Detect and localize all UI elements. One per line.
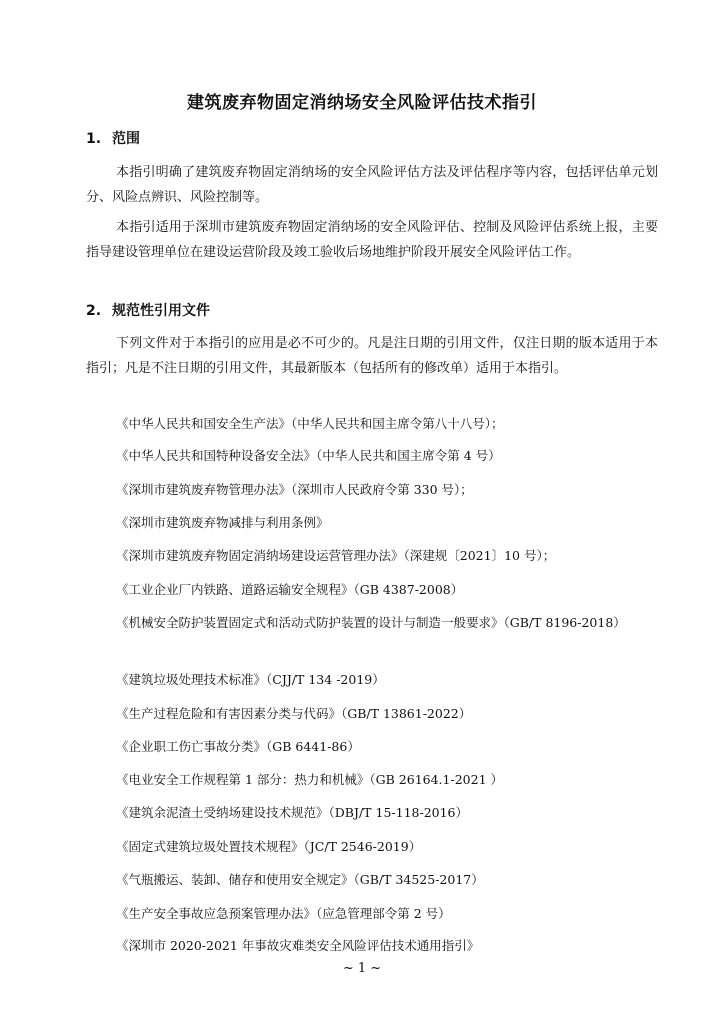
reference-item: 《固定式建筑垃圾处置技术规程》（JC/T 2546-2019） bbox=[116, 839, 422, 854]
reference-item: 《深圳市 2020-2021 年事故灾难类安全风险评估技术通用指引》 bbox=[116, 938, 480, 953]
section-1-heading bbox=[86, 128, 140, 148]
reference-item: 《建筑垃圾处理技术标准》（CJJ/T 134 -2019） bbox=[116, 672, 385, 687]
section-1-paragraph-2: 本指引适用于深圳市建筑废弃物固定消纳场的安全风险评估、控制及风险评估系统上报，主要指导建设管理单位在建设运营阶段及竣工验收后场地维护阶段开展安全风险评估工作。 bbox=[86, 220, 658, 260]
reference-item: 《建筑余泥渣土受纳场建设技术规范》（DBJ/T 15-118-2016） bbox=[116, 805, 469, 820]
reference-item: 《深圳市建筑废弃物减排与利用条例》 bbox=[116, 515, 329, 530]
document-title: 建筑废弃物固定消纳场安全风险评估技术指引 bbox=[187, 93, 537, 113]
reference-item: 《深圳市建筑废弃物管理办法》（深圳市人民政府令第 330 号）； bbox=[116, 482, 473, 497]
section-2-number: 2. bbox=[86, 303, 102, 319]
reference-item: 《气瓶搬运、装卸、储存和使用安全规定》（GB/T 34525-2017） bbox=[116, 872, 484, 887]
section-2-title: 规范性引用文件 bbox=[112, 303, 210, 319]
section-1-title: 范围 bbox=[112, 131, 140, 147]
reference-item: 《机械安全防护装置固定式和活动式防护装置的设计与制造一般要求》（GB/T 8196-2018） bbox=[116, 615, 626, 630]
reference-item: 《中华人民共和国特种设备安全法》（中华人民共和国主席令第 4 号） bbox=[116, 448, 501, 463]
reference-item: 《生产安全事故应急预案管理办法》（应急管理部令第 2 号） bbox=[116, 906, 451, 921]
section-1-paragraph-1: 本指引明确了建筑废弃物固定消纳场的安全风险评估方法及评估程序等内容，包括评估单元划分、风险点辨识、风险控制等。 bbox=[86, 165, 658, 205]
page-number: ~ 1 ~ bbox=[342, 961, 382, 976]
section-2-paragraph-1: 下列文件对于本指引的应用是必不可少的。凡是注日期的引用文件，仅注日期的版本适用于本指引；凡是不注日期的引用文件，其最新版本（包括所有的修改单）适用于本指引。 bbox=[86, 336, 658, 376]
reference-item: 《企业职工伤亡事故分类》（GB 6441-86） bbox=[116, 739, 360, 754]
reference-item: 《工业企业厂内铁路、道路运输安全规程》（GB 4387-2008） bbox=[116, 582, 464, 597]
section-1-number: 1. bbox=[86, 131, 102, 147]
section-2-heading bbox=[86, 300, 210, 320]
reference-item: 《中华人民共和国安全生产法》（中华人民共和国主席令第八十八号）； bbox=[116, 416, 504, 431]
reference-item: 《生产过程危险和有害因素分类与代码》（GB/T 13861-2022） bbox=[116, 706, 472, 721]
reference-item: 《电业安全工作规程第 1 部分：热力和机械》（GB 26164.1-2021 ） bbox=[116, 772, 503, 787]
reference-item: 《深圳市建筑废弃物固定消纳场建设运营管理办法》（深建规〔2021〕10 号）； bbox=[116, 548, 556, 563]
